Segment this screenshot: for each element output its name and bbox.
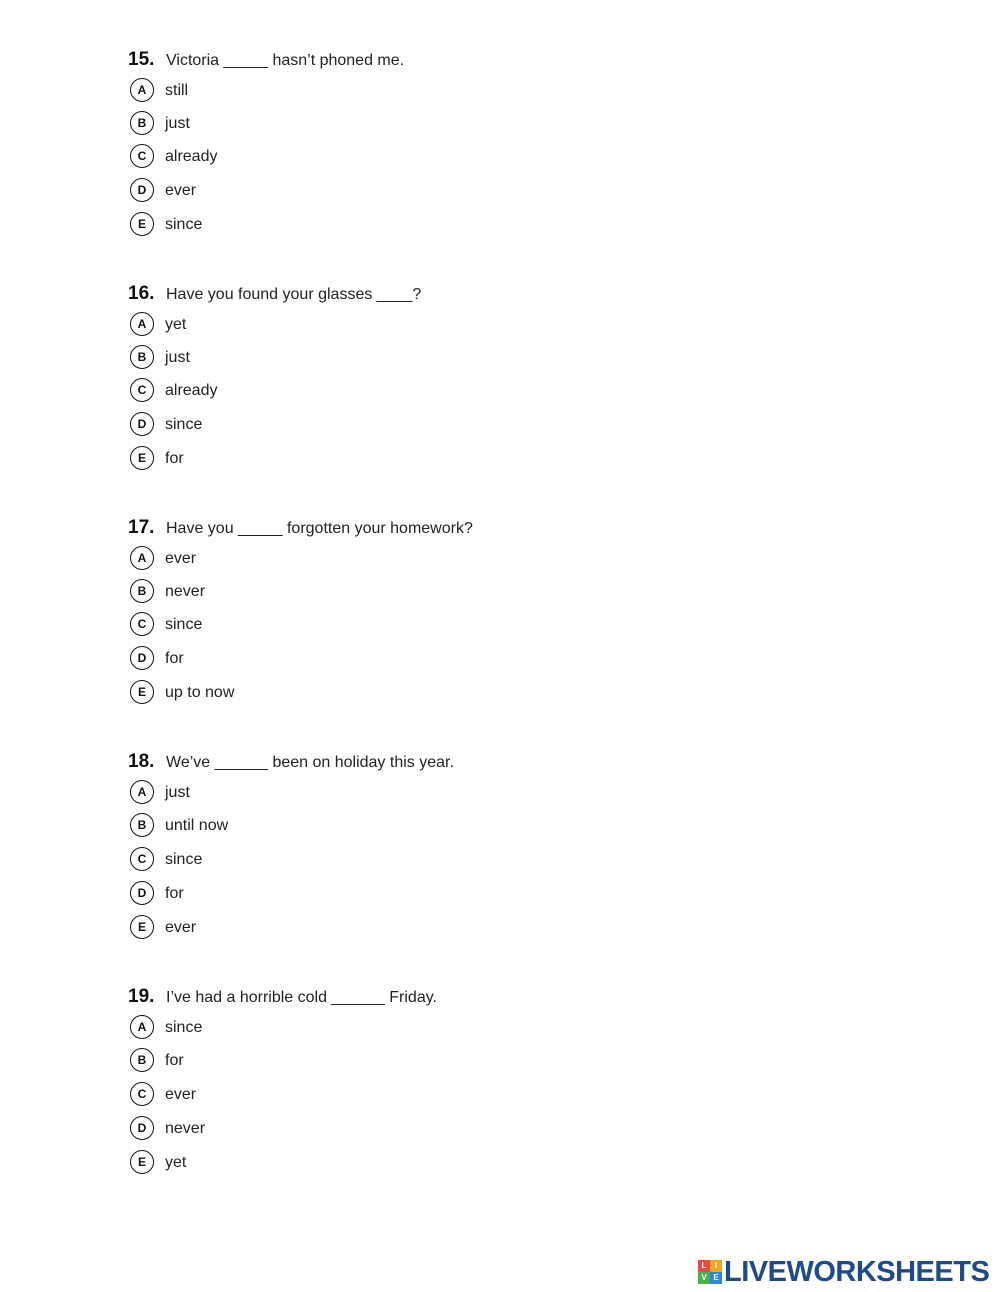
logo-text: LIVEWORKSHEETS (724, 1255, 990, 1288)
option-letter-circle: D (130, 1116, 154, 1140)
question-number: 17. (128, 517, 155, 538)
option-text: ever (165, 550, 197, 567)
option-letter-circle: C (130, 847, 154, 871)
option-text: since (165, 851, 203, 868)
option-text: since (165, 616, 203, 633)
question-text: I’ve had a horrible cold ______ Friday. (166, 989, 437, 1006)
option-letter-circle: C (130, 612, 154, 636)
option-letter-circle: C (130, 144, 154, 168)
option-letter-circle: D (130, 646, 154, 670)
question-header (128, 513, 473, 543)
option-letter-circle: B (130, 345, 154, 369)
question-number: 18. (128, 751, 155, 772)
option-letter-circle: B (130, 111, 154, 135)
option-e[interactable] (130, 1149, 186, 1177)
option-c[interactable] (130, 1081, 196, 1109)
option-a[interactable] (130, 77, 188, 105)
option-b[interactable] (130, 1047, 184, 1075)
option-text: since (165, 216, 203, 233)
option-text: ever (165, 919, 197, 936)
option-text: for (165, 450, 184, 467)
option-d[interactable] (130, 880, 184, 908)
option-b[interactable] (130, 110, 190, 138)
option-e[interactable] (130, 211, 202, 239)
option-c[interactable] (130, 846, 202, 874)
liveworksheets-logo (698, 1255, 990, 1288)
option-b[interactable] (130, 344, 190, 372)
option-b[interactable] (130, 578, 205, 606)
question-number: 16. (128, 283, 155, 304)
logo-icon-letter: I (710, 1260, 722, 1272)
option-text: yet (165, 316, 187, 333)
logo-icon-letter: L (698, 1260, 710, 1272)
question-text: We’ve ______ been on holiday this year. (166, 754, 454, 771)
option-letter-circle: A (130, 546, 154, 570)
question-text: Have you _____ forgotten your homework? (166, 520, 473, 537)
option-e[interactable] (130, 445, 184, 473)
option-text: until now (165, 817, 229, 834)
option-text: still (165, 82, 189, 99)
option-c[interactable] (130, 143, 217, 171)
option-text: yet (165, 1154, 187, 1171)
option-letter-circle: A (130, 1015, 154, 1039)
question-header (128, 279, 421, 309)
option-text: already (165, 382, 218, 399)
option-letter-circle: A (130, 78, 154, 102)
option-text: just (165, 349, 190, 366)
option-text: since (165, 416, 203, 433)
option-e[interactable] (130, 679, 234, 707)
question-number: 15. (128, 49, 155, 70)
option-text: never (165, 1120, 206, 1137)
question-header (128, 747, 454, 777)
option-c[interactable] (130, 377, 217, 405)
question-number: 19. (128, 986, 155, 1007)
option-c[interactable] (130, 611, 202, 639)
option-letter-circle: B (130, 1048, 154, 1072)
question-header (128, 982, 437, 1012)
option-letter-circle: B (130, 579, 154, 603)
logo-icon-letter: E (710, 1272, 722, 1284)
option-letter-circle: E (130, 915, 154, 939)
option-d[interactable] (130, 411, 202, 439)
option-letter-circle: C (130, 378, 154, 402)
option-d[interactable] (130, 1115, 205, 1143)
option-letter-circle: E (130, 446, 154, 470)
option-letter-circle: E (130, 680, 154, 704)
option-text: ever (165, 182, 197, 199)
question-text: Victoria _____ hasn’t phoned me. (166, 52, 405, 69)
option-letter-circle: D (130, 178, 154, 202)
option-letter-circle: B (130, 813, 154, 837)
option-d[interactable] (130, 177, 196, 205)
option-a[interactable] (130, 311, 186, 339)
option-letter-circle: A (130, 780, 154, 804)
option-letter-circle: C (130, 1082, 154, 1106)
question-text: Have you found your glasses ____? (166, 286, 422, 303)
liveworksheets-logo-icon (698, 1260, 722, 1284)
option-letter-circle: D (130, 881, 154, 905)
option-b[interactable] (130, 812, 228, 840)
option-d[interactable] (130, 645, 184, 673)
option-text: since (165, 1019, 203, 1036)
option-text: for (165, 1052, 184, 1069)
option-text: for (165, 885, 184, 902)
option-text: ever (165, 1086, 197, 1103)
option-a[interactable] (130, 779, 190, 807)
option-text: just (165, 115, 190, 132)
option-text: up to now (165, 684, 235, 701)
logo-icon-letter: V (698, 1272, 710, 1284)
option-letter-circle: D (130, 412, 154, 436)
option-text: for (165, 650, 184, 667)
option-text: never (165, 583, 206, 600)
option-text: just (165, 784, 190, 801)
question-header (128, 45, 404, 75)
option-a[interactable] (130, 1014, 202, 1042)
option-letter-circle: E (130, 212, 154, 236)
option-letter-circle: E (130, 1150, 154, 1174)
option-letter-circle: A (130, 312, 154, 336)
option-a[interactable] (130, 545, 196, 573)
option-text: already (165, 148, 218, 165)
option-e[interactable] (130, 914, 196, 942)
